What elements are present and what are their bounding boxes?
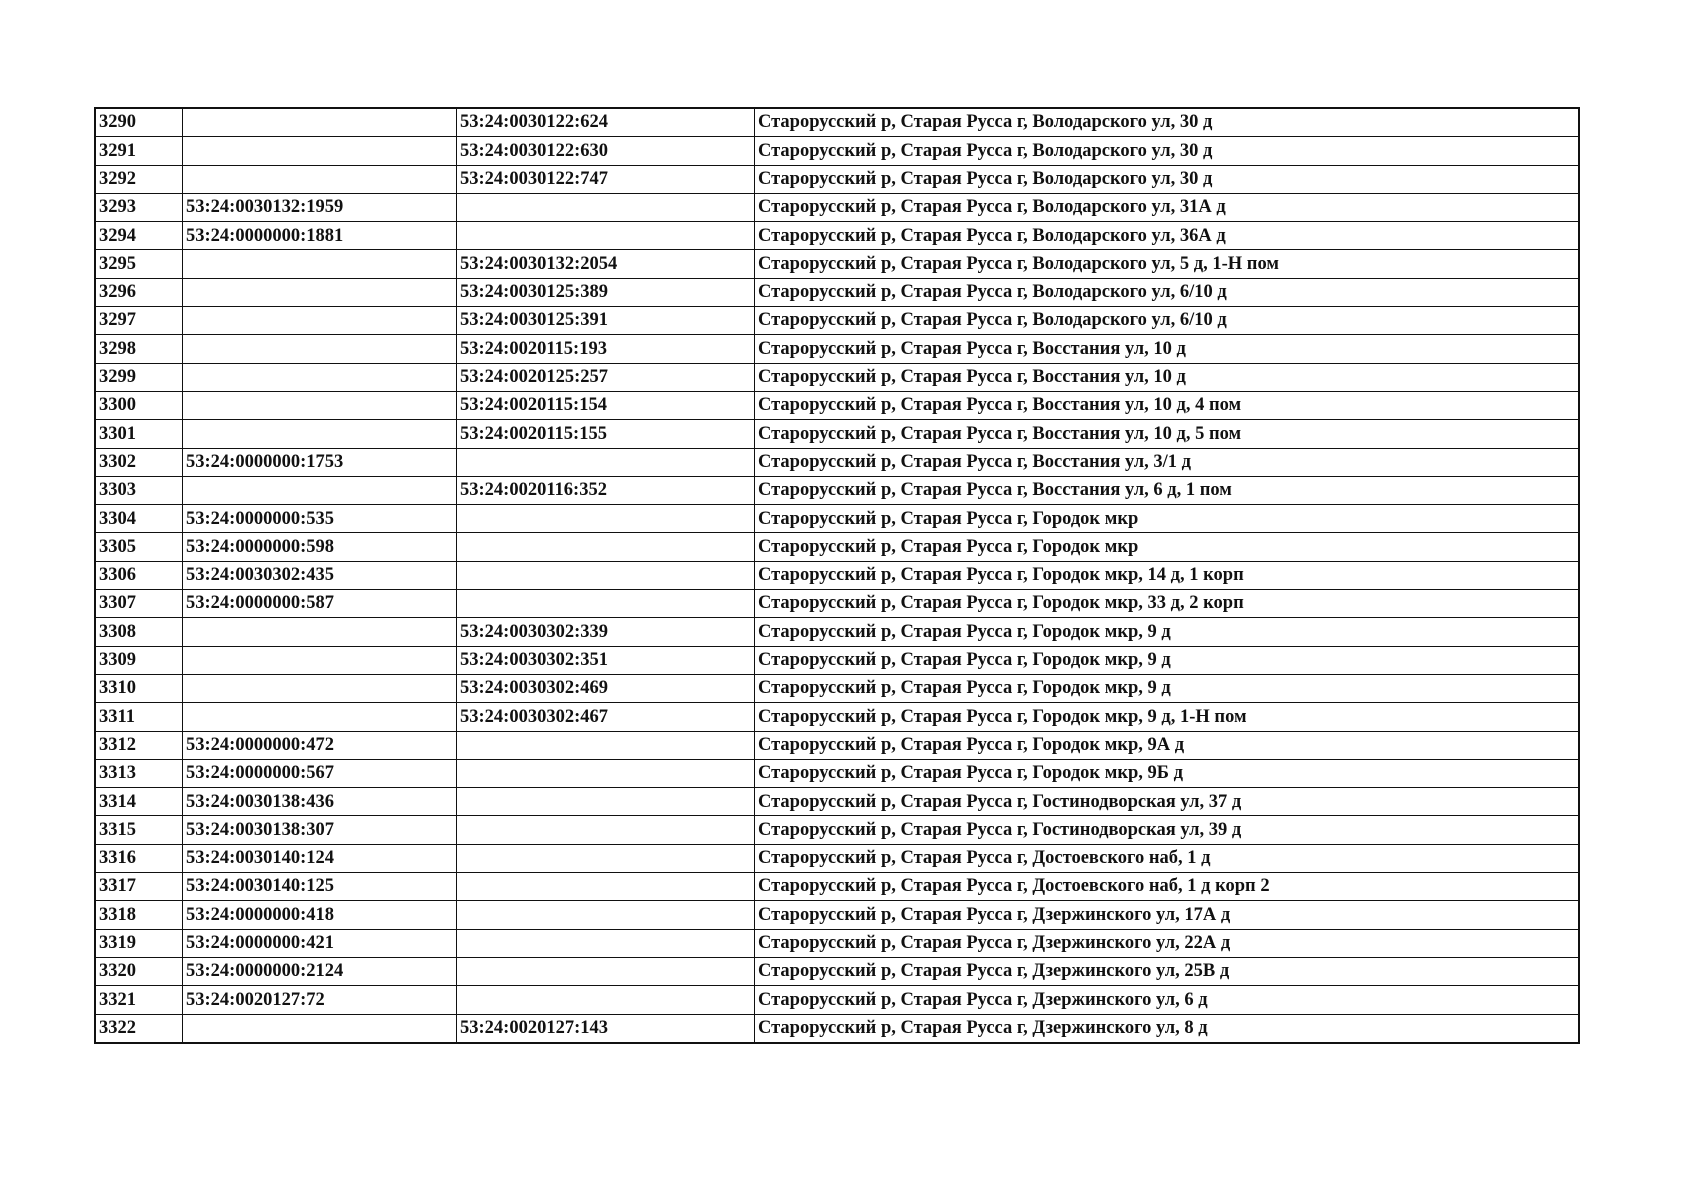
table-row — [95, 731, 1579, 759]
cadastral-number-cell — [183, 703, 457, 731]
cadastral-number-secondary-cell: 53:24:0020125:257 — [457, 363, 755, 391]
address-cell: Старорусский р, Старая Русса г, Городок мкр, 33 д, 2 корп — [755, 590, 1580, 618]
row-number-cell: 3301 — [95, 420, 183, 448]
row-number-cell: 3306 — [95, 561, 183, 589]
cadastral-number-secondary-cell — [457, 222, 755, 250]
row-number-cell: 3318 — [95, 901, 183, 929]
table-row — [95, 278, 1579, 306]
row-number-cell: 3291 — [95, 137, 183, 165]
cadastral-number-cell: 53:24:0030140:125 — [183, 873, 457, 901]
row-number-cell: 3290 — [95, 108, 183, 137]
address-cell: Старорусский р, Старая Русса г, Володарского ул, 31А д — [755, 193, 1580, 221]
address-cell: Старорусский р, Старая Русса г, Гостинодворская ул, 39 д — [755, 816, 1580, 844]
cadastral-number-cell: 53:24:0000000:567 — [183, 759, 457, 787]
cadastral-number-cell: 53:24:0000000:421 — [183, 929, 457, 957]
table-row — [95, 957, 1579, 985]
address-cell: Старорусский р, Старая Русса г, Восстания ул, 10 д, 4 пом — [755, 391, 1580, 419]
cadastral-number-secondary-cell: 53:24:0030132:2054 — [457, 250, 755, 278]
address-cell: Старорусский р, Старая Русса г, Володарского ул, 30 д — [755, 137, 1580, 165]
address-cell: Старорусский р, Старая Русса г, Восстания ул, 10 д — [755, 363, 1580, 391]
table-row — [95, 363, 1579, 391]
cadastral-number-cell — [183, 1014, 457, 1043]
address-cell: Старорусский р, Старая Русса г, Восстания ул, 10 д, 5 пом — [755, 420, 1580, 448]
row-number-cell: 3312 — [95, 731, 183, 759]
table-row — [95, 165, 1579, 193]
cadastral-number-cell — [183, 278, 457, 306]
cadastral-number-secondary-cell — [457, 873, 755, 901]
address-cell: Старорусский р, Старая Русса г, Володарского ул, 30 д — [755, 108, 1580, 137]
row-number-cell: 3311 — [95, 703, 183, 731]
row-number-cell: 3310 — [95, 674, 183, 702]
table-row — [95, 703, 1579, 731]
row-number-cell: 3300 — [95, 391, 183, 419]
property-registry-table — [94, 107, 1580, 1044]
address-cell: Старорусский р, Старая Русса г, Володарского ул, 6/10 д — [755, 307, 1580, 335]
row-number-cell: 3309 — [95, 646, 183, 674]
cadastral-number-secondary-cell — [457, 788, 755, 816]
table-row — [95, 222, 1579, 250]
address-cell: Старорусский р, Старая Русса г, Дзержинского ул, 17А д — [755, 901, 1580, 929]
row-number-cell: 3308 — [95, 618, 183, 646]
cadastral-number-cell: 53:24:0000000:535 — [183, 505, 457, 533]
row-number-cell: 3296 — [95, 278, 183, 306]
address-cell: Старорусский р, Старая Русса г, Восстания ул, 6 д, 1 пом — [755, 476, 1580, 504]
table-row — [95, 873, 1579, 901]
row-number-cell: 3320 — [95, 957, 183, 985]
row-number-cell: 3307 — [95, 590, 183, 618]
cadastral-number-cell: 53:24:0030140:124 — [183, 844, 457, 872]
cadastral-number-cell: 53:24:0000000:587 — [183, 590, 457, 618]
row-number-cell: 3292 — [95, 165, 183, 193]
cadastral-number-secondary-cell: 53:24:0030122:624 — [457, 108, 755, 137]
cadastral-number-secondary-cell: 53:24:0030302:339 — [457, 618, 755, 646]
table-row — [95, 561, 1579, 589]
cadastral-number-cell — [183, 250, 457, 278]
address-cell: Старорусский р, Старая Русса г, Городок мкр, 9 д, 1-Н пом — [755, 703, 1580, 731]
row-number-cell: 3317 — [95, 873, 183, 901]
table-row — [95, 816, 1579, 844]
table-row — [95, 533, 1579, 561]
row-number-cell: 3313 — [95, 759, 183, 787]
table-row — [95, 250, 1579, 278]
address-cell: Старорусский р, Старая Русса г, Володарского ул, 30 д — [755, 165, 1580, 193]
cadastral-number-secondary-cell — [457, 759, 755, 787]
cadastral-number-secondary-cell: 53:24:0030302:469 — [457, 674, 755, 702]
address-cell: Старорусский р, Старая Русса г, Володарского ул, 6/10 д — [755, 278, 1580, 306]
address-cell: Старорусский р, Старая Русса г, Дзержинского ул, 8 д — [755, 1014, 1580, 1043]
cadastral-number-cell — [183, 618, 457, 646]
cadastral-number-secondary-cell — [457, 193, 755, 221]
row-number-cell: 3314 — [95, 788, 183, 816]
address-cell: Старорусский р, Старая Русса г, Городок мкр, 14 д, 1 корп — [755, 561, 1580, 589]
cadastral-number-cell — [183, 137, 457, 165]
cadastral-number-secondary-cell — [457, 561, 755, 589]
cadastral-number-cell: 53:24:0000000:598 — [183, 533, 457, 561]
row-number-cell: 3298 — [95, 335, 183, 363]
address-cell: Старорусский р, Старая Русса г, Достоевского наб, 1 д корп 2 — [755, 873, 1580, 901]
table-row — [95, 986, 1579, 1014]
table-row — [95, 137, 1579, 165]
table-row — [95, 618, 1579, 646]
cadastral-number-cell — [183, 108, 457, 137]
cadastral-number-secondary-cell — [457, 816, 755, 844]
cadastral-number-cell: 53:24:0000000:472 — [183, 731, 457, 759]
address-cell: Старорусский р, Старая Русса г, Дзержинского ул, 22А д — [755, 929, 1580, 957]
table-row — [95, 1014, 1579, 1043]
cadastral-number-cell — [183, 307, 457, 335]
address-cell: Старорусский р, Старая Русса г, Городок мкр, 9А д — [755, 731, 1580, 759]
cadastral-number-secondary-cell: 53:24:0020116:352 — [457, 476, 755, 504]
cadastral-number-secondary-cell — [457, 448, 755, 476]
table-row — [95, 108, 1579, 137]
table-row — [95, 590, 1579, 618]
address-cell: Старорусский р, Старая Русса г, Восстания ул, 10 д — [755, 335, 1580, 363]
row-number-cell: 3294 — [95, 222, 183, 250]
cadastral-number-secondary-cell: 53:24:0030122:747 — [457, 165, 755, 193]
cadastral-number-secondary-cell: 53:24:0020115:155 — [457, 420, 755, 448]
address-cell: Старорусский р, Старая Русса г, Городок мкр, 9 д — [755, 646, 1580, 674]
address-cell: Старорусский р, Старая Русса г, Городок мкр — [755, 533, 1580, 561]
cadastral-number-cell: 53:24:0030132:1959 — [183, 193, 457, 221]
table-row — [95, 929, 1579, 957]
row-number-cell: 3321 — [95, 986, 183, 1014]
cadastral-number-secondary-cell — [457, 957, 755, 985]
cadastral-number-secondary-cell: 53:24:0030302:467 — [457, 703, 755, 731]
cadastral-number-cell: 53:24:0030302:435 — [183, 561, 457, 589]
cadastral-number-secondary-cell — [457, 844, 755, 872]
row-number-cell: 3315 — [95, 816, 183, 844]
cadastral-number-secondary-cell — [457, 986, 755, 1014]
address-cell: Старорусский р, Старая Русса г, Городок мкр, 9Б д — [755, 759, 1580, 787]
row-number-cell: 3295 — [95, 250, 183, 278]
cadastral-number-cell: 53:24:0030138:436 — [183, 788, 457, 816]
cadastral-number-secondary-cell: 53:24:0030122:630 — [457, 137, 755, 165]
cadastral-number-cell — [183, 165, 457, 193]
address-cell: Старорусский р, Старая Русса г, Достоевского наб, 1 д — [755, 844, 1580, 872]
cadastral-number-cell — [183, 363, 457, 391]
address-cell: Старорусский р, Старая Русса г, Дзержинского ул, 25В д — [755, 957, 1580, 985]
cadastral-number-secondary-cell: 53:24:0030302:351 — [457, 646, 755, 674]
table-row — [95, 788, 1579, 816]
cadastral-number-secondary-cell: 53:24:0020115:154 — [457, 391, 755, 419]
cadastral-number-cell — [183, 646, 457, 674]
address-cell: Старорусский р, Старая Русса г, Володарского ул, 36А д — [755, 222, 1580, 250]
cadastral-number-cell — [183, 391, 457, 419]
cadastral-number-secondary-cell — [457, 533, 755, 561]
cadastral-number-cell — [183, 674, 457, 702]
address-cell: Старорусский р, Старая Русса г, Городок мкр, 9 д — [755, 618, 1580, 646]
cadastral-number-secondary-cell — [457, 929, 755, 957]
cadastral-number-secondary-cell — [457, 901, 755, 929]
cadastral-number-secondary-cell: 53:24:0020115:193 — [457, 335, 755, 363]
row-number-cell: 3302 — [95, 448, 183, 476]
address-cell: Старорусский р, Старая Русса г, Восстания ул, 3/1 д — [755, 448, 1580, 476]
table-row — [95, 476, 1579, 504]
cadastral-number-secondary-cell: 53:24:0030125:391 — [457, 307, 755, 335]
cadastral-number-secondary-cell: 53:24:0030125:389 — [457, 278, 755, 306]
table-row — [95, 391, 1579, 419]
address-cell: Старорусский р, Старая Русса г, Дзержинского ул, 6 д — [755, 986, 1580, 1014]
cadastral-number-secondary-cell — [457, 590, 755, 618]
address-cell: Старорусский р, Старая Русса г, Городок мкр, 9 д — [755, 674, 1580, 702]
table-row — [95, 844, 1579, 872]
table-row — [95, 420, 1579, 448]
cadastral-number-cell — [183, 420, 457, 448]
table-row — [95, 674, 1579, 702]
cadastral-number-cell: 53:24:0000000:2124 — [183, 957, 457, 985]
cadastral-number-secondary-cell — [457, 505, 755, 533]
cadastral-number-secondary-cell: 53:24:0020127:143 — [457, 1014, 755, 1043]
row-number-cell: 3322 — [95, 1014, 183, 1043]
row-number-cell: 3304 — [95, 505, 183, 533]
row-number-cell: 3297 — [95, 307, 183, 335]
cadastral-number-cell: 53:24:0000000:1881 — [183, 222, 457, 250]
row-number-cell: 3303 — [95, 476, 183, 504]
table-row — [95, 901, 1579, 929]
cadastral-number-cell: 53:24:0000000:418 — [183, 901, 457, 929]
cadastral-number-cell: 53:24:0030138:307 — [183, 816, 457, 844]
table-row — [95, 759, 1579, 787]
row-number-cell: 3299 — [95, 363, 183, 391]
cadastral-number-cell — [183, 335, 457, 363]
table-row — [95, 448, 1579, 476]
table-row — [95, 335, 1579, 363]
table-row — [95, 646, 1579, 674]
address-cell: Старорусский р, Старая Русса г, Городок мкр — [755, 505, 1580, 533]
cadastral-number-cell: 53:24:0020127:72 — [183, 986, 457, 1014]
cadastral-number-cell: 53:24:0000000:1753 — [183, 448, 457, 476]
cadastral-number-cell — [183, 476, 457, 504]
address-cell: Старорусский р, Старая Русса г, Володарского ул, 5 д, 1-Н пом — [755, 250, 1580, 278]
row-number-cell: 3293 — [95, 193, 183, 221]
table-row — [95, 193, 1579, 221]
row-number-cell: 3319 — [95, 929, 183, 957]
row-number-cell: 3316 — [95, 844, 183, 872]
row-number-cell: 3305 — [95, 533, 183, 561]
cadastral-number-secondary-cell — [457, 731, 755, 759]
registry-table-body — [95, 108, 1579, 1043]
address-cell: Старорусский р, Старая Русса г, Гостинодворская ул, 37 д — [755, 788, 1580, 816]
table-row — [95, 505, 1579, 533]
table-row — [95, 307, 1579, 335]
